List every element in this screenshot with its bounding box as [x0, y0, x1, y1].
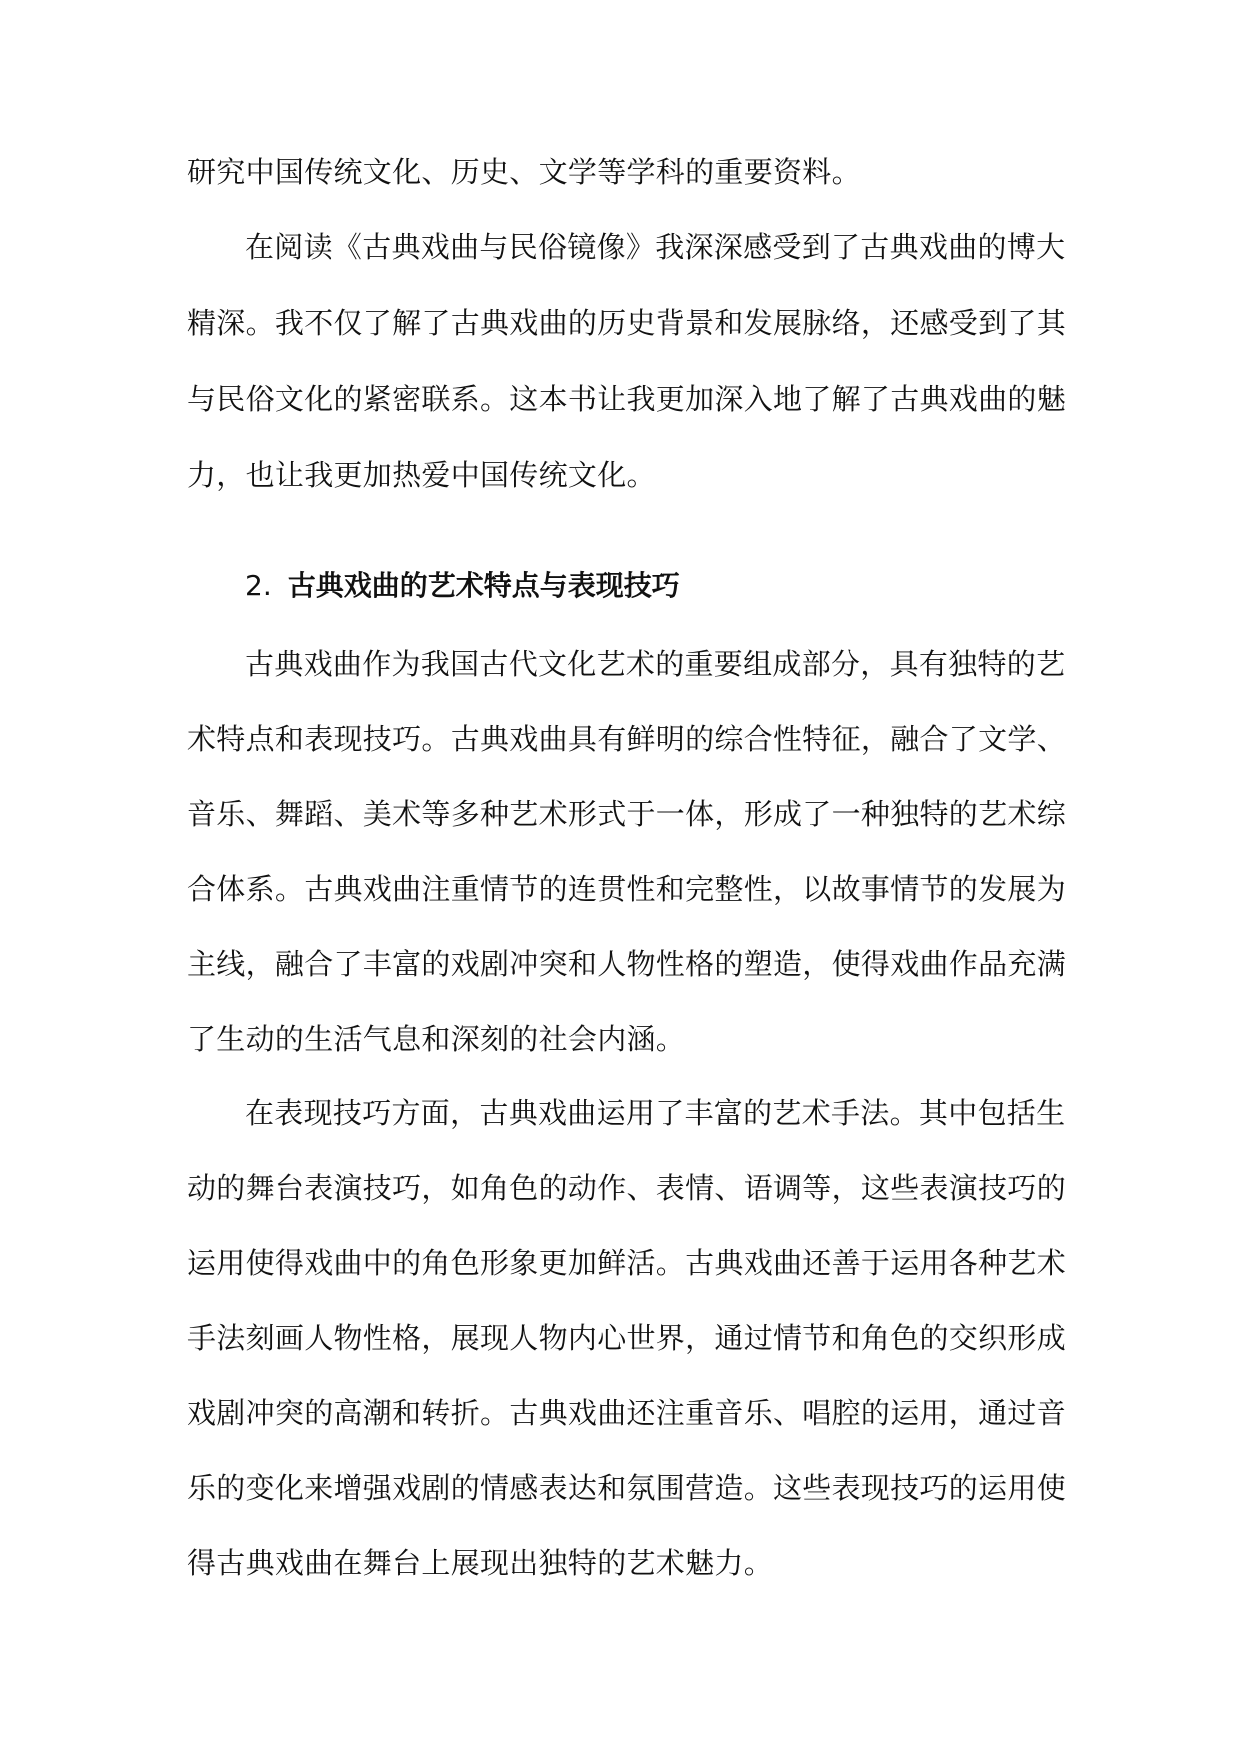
paragraph-line: 精深。我不仅了解了古典戏曲的历史背景和发展脉络，还感受到了其: [187, 306, 1067, 340]
section-heading: [245, 566, 680, 606]
paragraph-line: 音乐、舞蹈、美术等多种艺术形式于一体，形成了一种独特的艺术综: [187, 797, 1067, 831]
continued-paragraph: [187, 152, 1057, 192]
paragraph-line: 乐的变化来增强戏剧的情感表达和氛围营造。这些表现技巧的运用使: [187, 1471, 1067, 1505]
paragraph-line: 得古典戏曲在舞台上展现出独特的艺术魅力。: [187, 1546, 774, 1580]
paragraph-line: 研究中国传统文化、历史、文学等学科的重要资料。: [187, 155, 861, 189]
paragraph-line: 运用使得戏曲中的角色形象更加鲜活。古典戏曲还善于运用各种艺术: [187, 1246, 1067, 1280]
section-number: 2.: [245, 569, 272, 602]
paragraph-performance-techniques: [187, 1093, 1067, 1583]
section-title: 古典戏曲的艺术特点与表现技巧: [287, 569, 680, 602]
paragraph-line: 在阅读《古典戏曲与民俗镜像》我深深感受到了古典戏曲的博大: [245, 230, 1066, 264]
paragraph-line: 力，也让我更加热爱中国传统文化。: [187, 458, 656, 492]
paragraph-line: 合体系。古典戏曲注重情节的连贯性和完整性，以故事情节的发展为: [187, 872, 1067, 906]
paragraph-line: 了生动的生活气息和深刻的社会内涵。: [187, 1022, 686, 1056]
paragraph-reading-reflection: [187, 227, 1067, 495]
paragraph-line: 动的舞台表演技巧，如角色的动作、表情、语调等，这些表演技巧的: [187, 1171, 1067, 1205]
paragraph-line: 手法刻画人物性格，展现人物内心世界，通过情节和角色的交织形成: [187, 1321, 1067, 1355]
paragraph-line: 在表现技巧方面，古典戏曲运用了丰富的艺术手法。其中包括生: [245, 1096, 1066, 1130]
paragraph-line: 与民俗文化的紧密联系。这本书让我更加深入地了解了古典戏曲的魅: [187, 382, 1067, 416]
paragraph-line: 古典戏曲作为我国古代文化艺术的重要组成部分，具有独特的艺: [245, 647, 1066, 681]
paragraph-line: 主线，融合了丰富的戏剧冲突和人物性格的塑造，使得戏曲作品充满: [187, 947, 1067, 981]
paragraph-line: 术特点和表现技巧。古典戏曲具有鲜明的综合性特征，融合了文学、: [187, 722, 1067, 756]
paragraph-line: 戏剧冲突的高潮和转折。古典戏曲还注重音乐、唱腔的运用，通过音: [187, 1396, 1067, 1430]
paragraph-artistic-features: [187, 644, 1067, 1059]
